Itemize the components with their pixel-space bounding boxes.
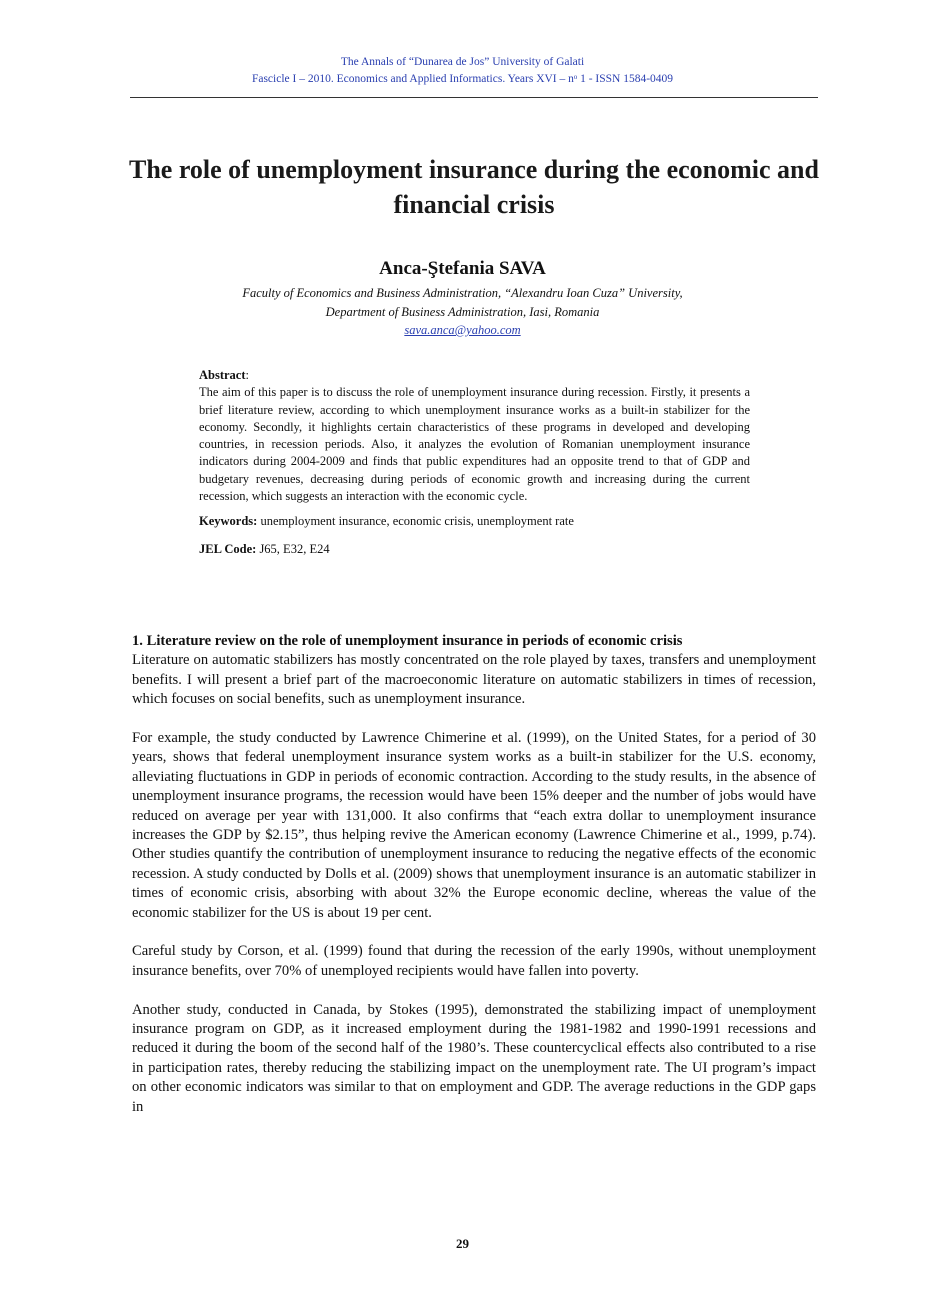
- abstract-text: The aim of this paper is to discuss the role of unemployment insurance during recession. Firstly, it presents a brief literature review, according to which unemployment insurance works as a built-in stabilizer for the economy. Secondly, it highlights certain characteristics of these programs in developed and developing countries, in recession periods. Also, it analyzes the evolution of Romanian unemployment insurance indicators during 2004-2009 and finds that public expenditures had an opposite trend to that of GDP and budgetary revenues, decreasing during periods of economic growth and increasing during the current recession, which suggests an interaction with the economic cycle.: [199, 385, 750, 504]
- author-affiliation: [0, 284, 925, 340]
- section-1-paragraph-1: Literature on automatic stabilizers has mostly concentrated on the role played by taxes, transfers and unemployment benefits. I will present a brief part of the macroeconomic literature on automatic stabilizers in times of recession, which focuses on social benefits, such as unemployment insurance.: [132, 652, 816, 708]
- abstract-colon: :: [245, 368, 249, 382]
- section-1-heading: 1. Literature review on the role of unemployment insurance in periods of economic crisis: [132, 633, 683, 649]
- section-1-paragraph-3: Careful study by Corson, et al. (1999) found that during the recession of the early 1990s, without unemployment insurance benefits, over 70% of unemployed recipients would have fallen into poverty.: [132, 943, 816, 979]
- keywords-text: unemployment insurance, economic crisis, unemployment rate: [257, 514, 574, 529]
- jel-line: [199, 541, 750, 558]
- paper-title: The role of unemployment insurance during the economic and financial crisis: [129, 155, 819, 219]
- section-1-paragraph-2: For example, the study conducted by Lawrence Chimerine et al. (1999), on the United States, for a period of 30 years, shows that federal unemployment insurance system works as a built-in stabilizer for the U.S. economy, alleviating fluctuations in GDP in periods of economic contraction. According to the study results, in the absence of unemployment insurance programs, the recession would have been 15% deeper and the number of jobs would have reduced on average per year with 131,000. It also confirms that “each extra dollar to unemployment insurance increases the GDP by $2.15”, thus helping revive the American economy (Lawrence Chimerine et al., 1999, p.74). Other studies quantify the contribution of unemployment insurance to reducing the negative effects of the economic recession. A study conducted by Dolls et al. (2009) shows that unemployment insurance is an automatic stabilizer in times of economic crisis, absorbing with about 32% the Europe economic decline, whereas the value of the economic stabilizer for the US is about 19 per cent.: [132, 730, 816, 921]
- jel-text: J65, E32, E24: [256, 541, 330, 556]
- page-number: 29: [456, 1236, 469, 1251]
- jel-label: JEL Code:: [199, 541, 257, 556]
- section-1: [132, 632, 816, 1137]
- affiliation-line1: Faculty of Economics and Business Administration, “Alexandru Ioan Cuza” University,: [242, 286, 683, 300]
- author-email-link[interactable]: sava.anca@yahoo.com: [404, 323, 521, 337]
- abstract-label: Abstract: [199, 368, 246, 382]
- abstract-block: [199, 367, 750, 558]
- keywords-line: [199, 513, 750, 530]
- journal-header-line2: Fascicle I – 2010. Economics and Applied Informatics. Years XVI – nᵒ 1 - ISSN 1584-0409: [251, 73, 674, 85]
- journal-header-line1: The Annals of “Dunarea de Jos” University of Galati: [340, 56, 585, 68]
- section-1-paragraph-4: Another study, conducted in Canada, by Stokes (1995), demonstrated the stabilizing impact of unemployment insurance program on GDP, as it increased employment during the 1981-1982 and 1990-1991 recessions and reduced it during the boom of the second half of the 1980’s. These countercyclical effects also contributed to a rise in participation rates, thereby reducing the stabilizing impact on the unemployment rate. The UI program’s impact on other economic indicators was similar to that on employment and GDP. The average reductions in the GDP gaps in: [132, 1001, 816, 1115]
- header-divider: [130, 97, 818, 98]
- keywords-label: Keywords:: [199, 514, 258, 529]
- journal-header: [0, 54, 925, 88]
- author-name: Anca-Ştefania SAVA: [379, 258, 546, 279]
- affiliation-line2: Department of Business Administration, Iasi, Romania: [325, 304, 600, 319]
